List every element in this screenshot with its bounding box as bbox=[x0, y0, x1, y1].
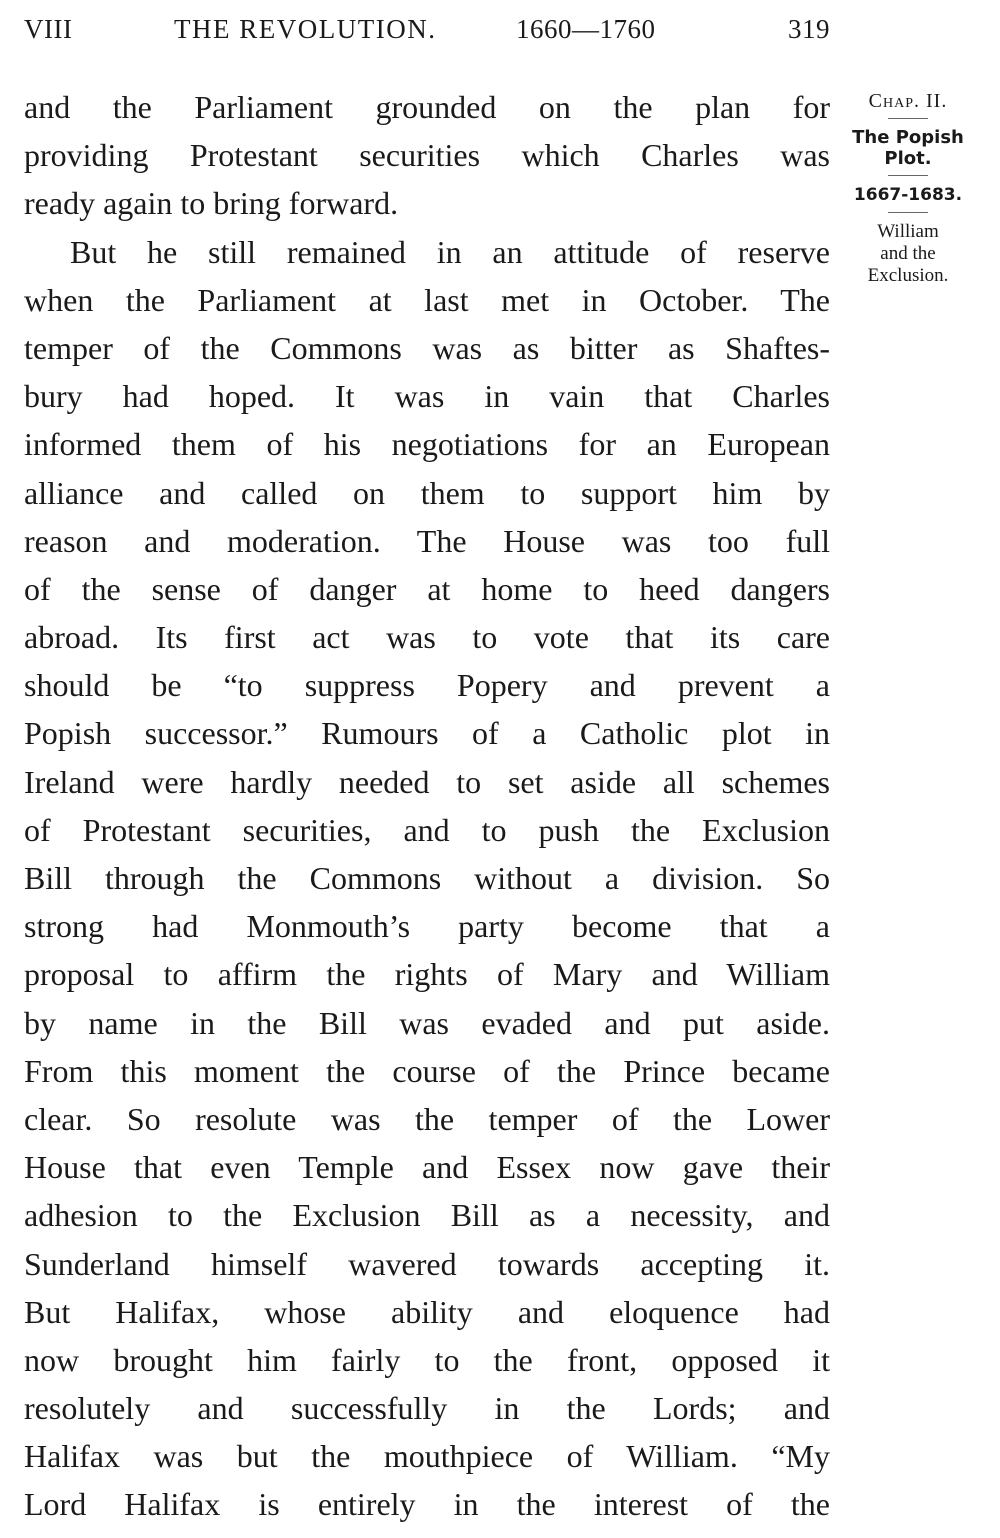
text-line: Sunderland himself wavered towards accepting it. bbox=[24, 1245, 830, 1282]
text-line: of the sense of danger at home to heed dangers bbox=[24, 570, 830, 607]
text-line: ready again to bring forward. bbox=[24, 185, 399, 222]
margin-chapter: Chap. II. bbox=[868, 90, 948, 112]
text-line: temper of the Commons was as bitter as Shaftes- bbox=[24, 329, 830, 366]
text-line: by name in the Bill was evaded and put aside. bbox=[24, 1004, 830, 1041]
page-number: 319 bbox=[788, 14, 830, 44]
body-text bbox=[24, 83, 830, 1529]
margin-notes bbox=[836, 90, 980, 287]
text-line: From this moment the course of the Prince became bbox=[24, 1052, 830, 1089]
text-line: abroad. Its first act was to vote that its care bbox=[24, 619, 830, 656]
text-line: But Halifax, whose ability and eloquence had bbox=[24, 1293, 830, 1330]
header-chapter-numeral: VIII bbox=[24, 14, 73, 44]
text-line: strong had Monmouth’s party become that a bbox=[24, 908, 830, 945]
text-line: and the Parliament grounded on the plan for bbox=[24, 89, 830, 125]
margin-section-title-line2: Plot. bbox=[884, 148, 932, 169]
text-line: of Protestant securities, and to push the Exclusion bbox=[24, 811, 830, 848]
running-header bbox=[24, 14, 830, 50]
header-years: 1660—1760 bbox=[516, 14, 656, 44]
text-line: clear. So resolute was the temper of the Lower bbox=[24, 1100, 830, 1137]
text-line: when the Parliament at last met in October. The bbox=[24, 281, 830, 318]
margin-section-title-line1: The Popish bbox=[852, 127, 964, 148]
text-line: adhesion to the Exclusion Bill as a necessity, and bbox=[24, 1197, 830, 1234]
text-line: now brought him fairly to the front, opposed it bbox=[24, 1341, 830, 1378]
text-line: Halifax was but the mouthpiece of William. “My bbox=[24, 1438, 830, 1475]
text-line: reason and moderation. The House was too full bbox=[24, 522, 830, 559]
text-line: bury had hoped. It was in vain that Charles bbox=[24, 378, 830, 415]
margin-divider bbox=[888, 175, 928, 176]
text-line: Bill through the Commons without a division. So bbox=[24, 860, 830, 896]
text-line: should be “to suppress Popery and prevent a bbox=[24, 667, 830, 704]
text-line: proposal to affirm the rights of Mary and William bbox=[24, 956, 830, 993]
text-line: alliance and called on them to support him by bbox=[24, 474, 830, 511]
margin-topic-line3: Exclusion. bbox=[867, 265, 949, 286]
text-line: providing Protestant securities which Charles was bbox=[24, 137, 830, 174]
margin-divider bbox=[888, 118, 928, 119]
margin-divider bbox=[888, 212, 928, 213]
text-line: resolutely and successfully in the Lords; and bbox=[24, 1390, 830, 1427]
text-line: House that even Temple and Essex now gave their bbox=[24, 1149, 830, 1186]
margin-topic-line1: William bbox=[877, 221, 939, 242]
margin-topic-line2: and the bbox=[880, 243, 936, 264]
text-line-paragraph-start: But he still remained in an attitude of reserve bbox=[70, 233, 830, 270]
text-line: Ireland were hardly needed to set aside all schemes bbox=[24, 763, 830, 800]
header-title: THE REVOLUTION. bbox=[174, 14, 437, 44]
text-line: Popish successor.” Rumours of a Catholic plot in bbox=[24, 715, 830, 752]
margin-years: 1667-1683. bbox=[853, 185, 963, 205]
text-line: Lord Halifax is entirely in the interest of the bbox=[24, 1486, 830, 1523]
text-line: informed them of his negotiations for an European bbox=[24, 426, 830, 463]
